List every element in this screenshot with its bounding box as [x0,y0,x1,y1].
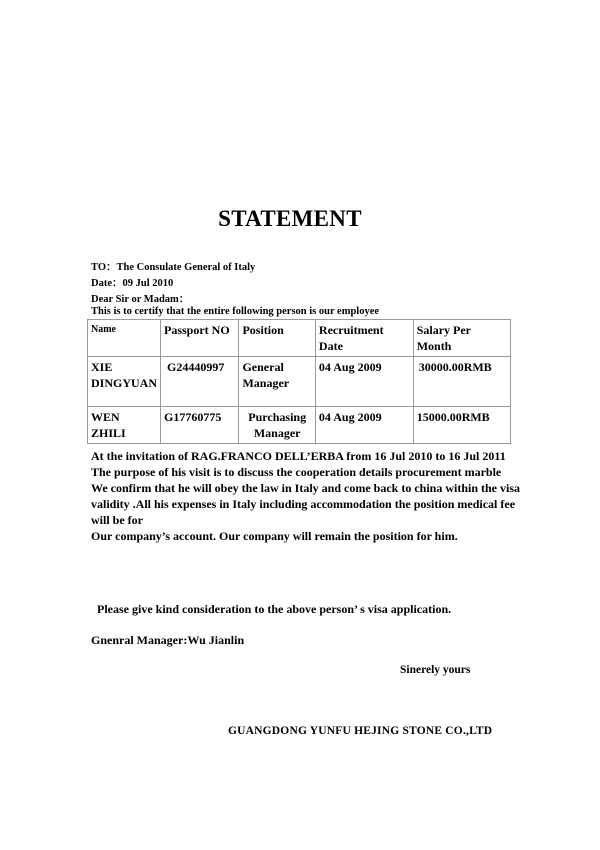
table-header-row [88,320,511,357]
request-line: Please give kind consideration to the above person’ s visa application. [97,602,452,616]
salutation-line: Dear Sir or Madam： [91,294,190,305]
cell-date: 04 Aug 2009 [315,357,413,407]
cell-salary: 15000.00RMB [413,407,510,444]
column-header-salary: Salary Per Month [413,320,510,357]
purpose-paragraph: The purpose of his visit is to discuss the cooperation details procurement marble [91,465,502,479]
cell-name: XIE DINGYUAN [88,357,161,407]
document-title: STATEMENT [218,206,362,231]
cell-position: Purchasing Manager [239,407,315,444]
employee-table [87,319,511,444]
column-header-passport: Passport NO [161,320,239,357]
invitation-paragraph: At the invitation of RAG.FRANCO DELL’ERBA from 16 Jul 2010 to 16 Jul 2011 [91,449,506,463]
recipient-line: TO：The Consulate General of Italy [91,262,256,273]
general-manager-line: Gnenral Manager:Wu Jianlin [91,633,245,647]
date-line: Date：09 Jul 2010 [91,278,174,289]
certify-line: This is to certify that the entire following person is our employee [91,306,380,317]
cell-date: 04 Aug 2009 [315,407,413,444]
cell-name: WEN ZHILI [88,407,161,444]
cell-salary: 30000.00RMB [413,357,510,407]
letter-body [91,448,521,544]
company-name: GUANGDONG YUNFU HEJING STONE CO.,LTD [228,725,493,737]
table-row [88,357,511,407]
column-header-position: Position [239,320,315,357]
confirmation-paragraph: We confirm that he will obey the law in Italy and come back to china within the visa validity .All his expenses in Italy including accommodation the position medical fee will be for [91,481,521,527]
account-paragraph: Our company’s account. Our company will remain the position for him. [91,529,458,543]
cell-passport: G24440997 [161,357,239,407]
column-header-name: Name [88,320,161,357]
cell-position: General Manager [239,357,315,407]
cell-passport: G17760775 [161,407,239,444]
column-header-recruitment-date: Recruitment Date [315,320,413,357]
sign-off: Sinerely yours [400,664,471,676]
table-row [88,407,511,444]
